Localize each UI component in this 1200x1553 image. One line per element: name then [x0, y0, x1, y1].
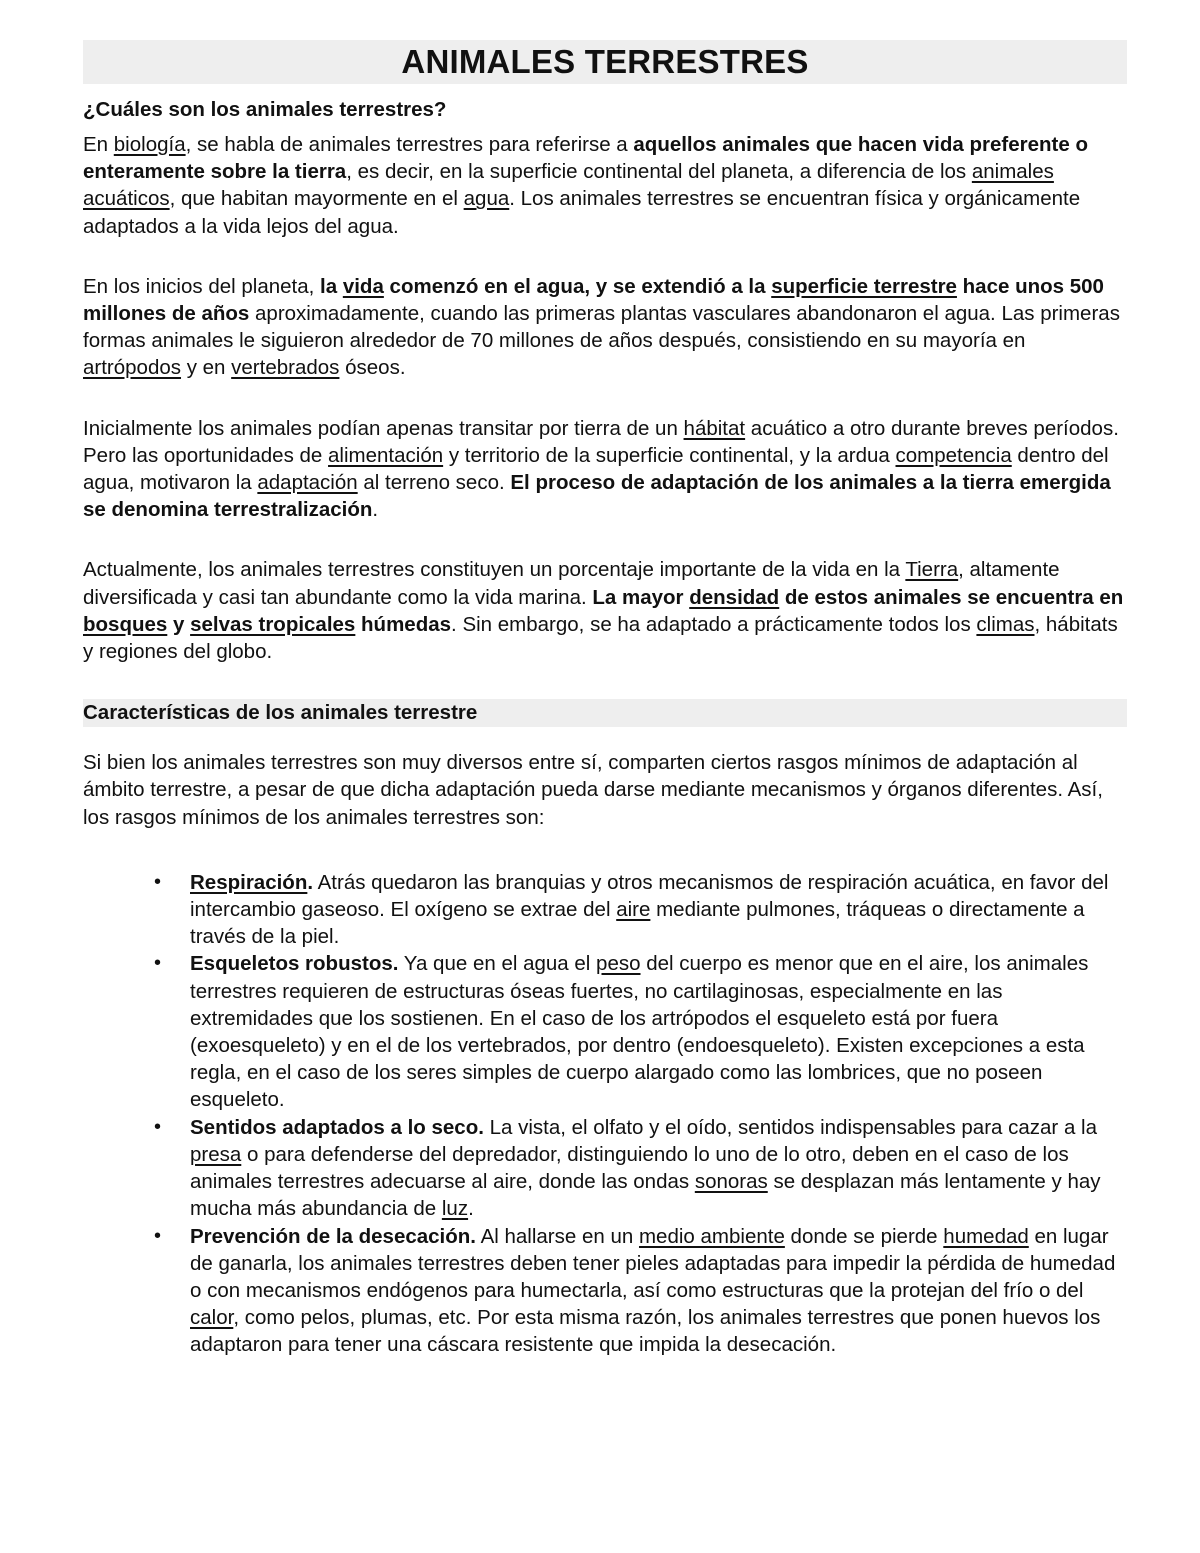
text: . [468, 1197, 474, 1221]
link-biologia[interactable]: biología [113, 133, 186, 156]
link-artropodos[interactable]: artrópodos [83, 356, 182, 380]
link-densidad[interactable]: densidad [689, 585, 780, 609]
text: , como pelos, plumas, etc. Por esta misma razón, los animales terrestres que ponen huevos los adaptaron para tener una cáscara resistente que impida la desecación. [190, 1306, 1101, 1357]
text: al terreno seco. [357, 471, 511, 495]
text: donde se pierde [784, 1224, 944, 1248]
text: La vista, el olfato y el oído, sentidos indispensables para cazar a la [483, 1115, 1098, 1139]
bold-text: El proceso de adaptación de los animales a la tierra emergida se denomina terrestralización [83, 471, 1111, 522]
link-sonoras[interactable]: sonoras [694, 1170, 768, 1194]
text: , se habla de animales terrestres para referirse a [185, 133, 634, 156]
text: se desplazan más lentamente y hay mucha más abundancia de [190, 1170, 1101, 1221]
traits-list [83, 869, 1127, 1359]
link-peso[interactable]: peso [596, 952, 641, 976]
bold-text: hace unos 500 millones de años [83, 274, 1104, 326]
link-humedad[interactable]: humedad [943, 1224, 1029, 1248]
bold-text: y [167, 612, 191, 636]
link-vida[interactable]: vida [342, 274, 384, 298]
bold-text: húmedas [355, 612, 452, 636]
text: . Los animales terrestres se encuentran física y orgánicamente adaptados a la vida lejos del agua. [83, 187, 1081, 238]
link-luz[interactable]: luz [441, 1197, 469, 1221]
text: En los inicios del planeta, [83, 274, 321, 298]
text: y territorio de la superficie continental, y la ardua [443, 443, 896, 467]
trait-title: Prevención de la desecación. [190, 1224, 476, 1248]
link-adaptacion[interactable]: adaptación [257, 471, 358, 495]
link-climas[interactable]: climas [976, 612, 1035, 636]
text: en lugar de ganarla, los animales terrestres deben tener pieles adaptadas para impedir la pérdida de humedad o con mecanismos endógenos para humectarla, así como estructuras que la protejan del frío o del [190, 1224, 1116, 1302]
document-title: ANIMALES TERRESTRES [83, 40, 1127, 84]
link-agua[interactable]: agua [463, 187, 510, 211]
bullet-icon: • [154, 1115, 162, 1138]
bold-text: comenzó en el agua, y se extendió a la [383, 274, 772, 298]
link-respiracion[interactable]: Respiración [190, 870, 308, 894]
text: del cuerpo es menor que en el aire, los animales terrestres requieren de estructuras óseas fuertes, no cartilaginosas, especialmente en las extremidades que los sostienen. En el caso de los artrópodos el esqueleto está por fuera (exoesqueleto) y en el de los vertebrados, por dentro (endoesqueleto). Existen excepciones a esta regla, en el caso de los seres simples de cuerpo alargado como las lombrices, que no poseen esqueleto. [190, 952, 1089, 1112]
link-superficie-terrestre[interactable]: superficie terrestre [771, 274, 957, 298]
text: En [83, 133, 114, 156]
text: óseos. [339, 356, 406, 380]
paragraph-distribution [83, 556, 1127, 665]
link-selvas-tropicales[interactable]: selvas tropicales [190, 612, 356, 636]
bullet-icon: • [154, 870, 162, 893]
text: o para defenderse del depredador, distinguiendo lo uno de lo otro, deben en el caso de los animales terrestres adecuarse al aire, donde las ondas [190, 1142, 1069, 1194]
text: dentro del agua, motivaron la [83, 443, 1109, 495]
text: , es decir, en la superficie continental del planeta, a diferencia de los [346, 160, 972, 184]
trait-title: Esqueletos robustos. [190, 952, 399, 976]
bold-text: La mayor [592, 585, 690, 609]
bold-text: la [320, 274, 343, 298]
text: . [372, 498, 379, 522]
trait-title: Sentidos adaptados a lo seco. [190, 1115, 484, 1139]
list-item [154, 1114, 1127, 1223]
text: aproximadamente, cuando las primeras plantas vasculares abandonaron el agua. Las primeras formas animales le siguieron alrededor de 70 millones de años después, consistiendo en su mayoría en [83, 302, 1120, 353]
link-vertebrados[interactable]: vertebrados [231, 356, 340, 380]
bullet-icon: • [154, 952, 162, 975]
link-bosques[interactable]: bosques [83, 612, 168, 636]
document-page [83, 40, 1127, 1359]
list-item [154, 950, 1127, 1113]
link-competencia[interactable]: competencia [895, 443, 1012, 467]
link-tierra[interactable]: Tierra [905, 558, 959, 582]
bullet-icon: • [154, 1224, 162, 1247]
text: mediante pulmones, tráqueas o directamente a través de la piel. [190, 898, 1085, 949]
text: acuático a otro durante breves períodos. Pero las oportunidades de [83, 416, 1119, 467]
question-heading: ¿Cuáles son los animales terrestres? [83, 98, 447, 121]
trait-title: . [307, 870, 314, 894]
paragraph-definition [83, 131, 1127, 240]
section-heading: Características de los animales terrestre [83, 699, 1127, 727]
text: Actualmente, los animales terrestres constituyen un porcentaje importante de la vida en la [83, 558, 906, 582]
text: , hábitats y regiones del globo. [83, 612, 1118, 664]
list-item [154, 1223, 1127, 1359]
link-habitat[interactable]: hábitat [683, 416, 746, 440]
list-item [154, 869, 1127, 951]
text: , altamente diversificada y casi tan abundante como la vida marina. [83, 558, 1060, 609]
link-medio-ambiente[interactable]: medio ambiente [638, 1224, 785, 1248]
paragraph-origin [83, 273, 1127, 382]
link-aire[interactable]: aire [616, 898, 651, 922]
link-animales-acuaticos[interactable]: animales acuáticos [83, 160, 1054, 211]
text: Atrás quedaron las branquias y otros mecanismos de respiración acuática, en favor del intercambio gaseoso. El oxígeno se extrae del [190, 870, 1109, 922]
text: , que habitan mayormente en el [169, 187, 464, 211]
text: Inicialmente los animales podían apenas transitar por tierra de un [83, 416, 684, 440]
bold-text: aquellos animales que hacen vida preferente o enteramente sobre la tierra [83, 133, 1088, 184]
text: y en [181, 356, 232, 380]
text: . Sin embargo, se ha adaptado a prácticamente todos los [451, 612, 977, 636]
text: Ya que en el agua el [398, 952, 597, 976]
paragraph-terrestralization [83, 415, 1127, 524]
bold-text: de estos animales se encuentra en [779, 585, 1124, 609]
text: Al hallarse en un [476, 1224, 639, 1248]
paragraph-intro-traits: Si bien los animales terrestres son muy diversos entre sí, comparten ciertos rasgos mínimos de adaptación al ámbito terrestre, a pesar de que dicha adaptación pueda darse mediante mecanismos y órganos diferentes. Así, los rasgos mínimos de los animales terrestres son: [83, 751, 1103, 829]
link-presa[interactable]: presa [190, 1142, 242, 1166]
link-calor[interactable]: calor [190, 1306, 234, 1330]
link-alimentacion[interactable]: alimentación [328, 443, 444, 467]
